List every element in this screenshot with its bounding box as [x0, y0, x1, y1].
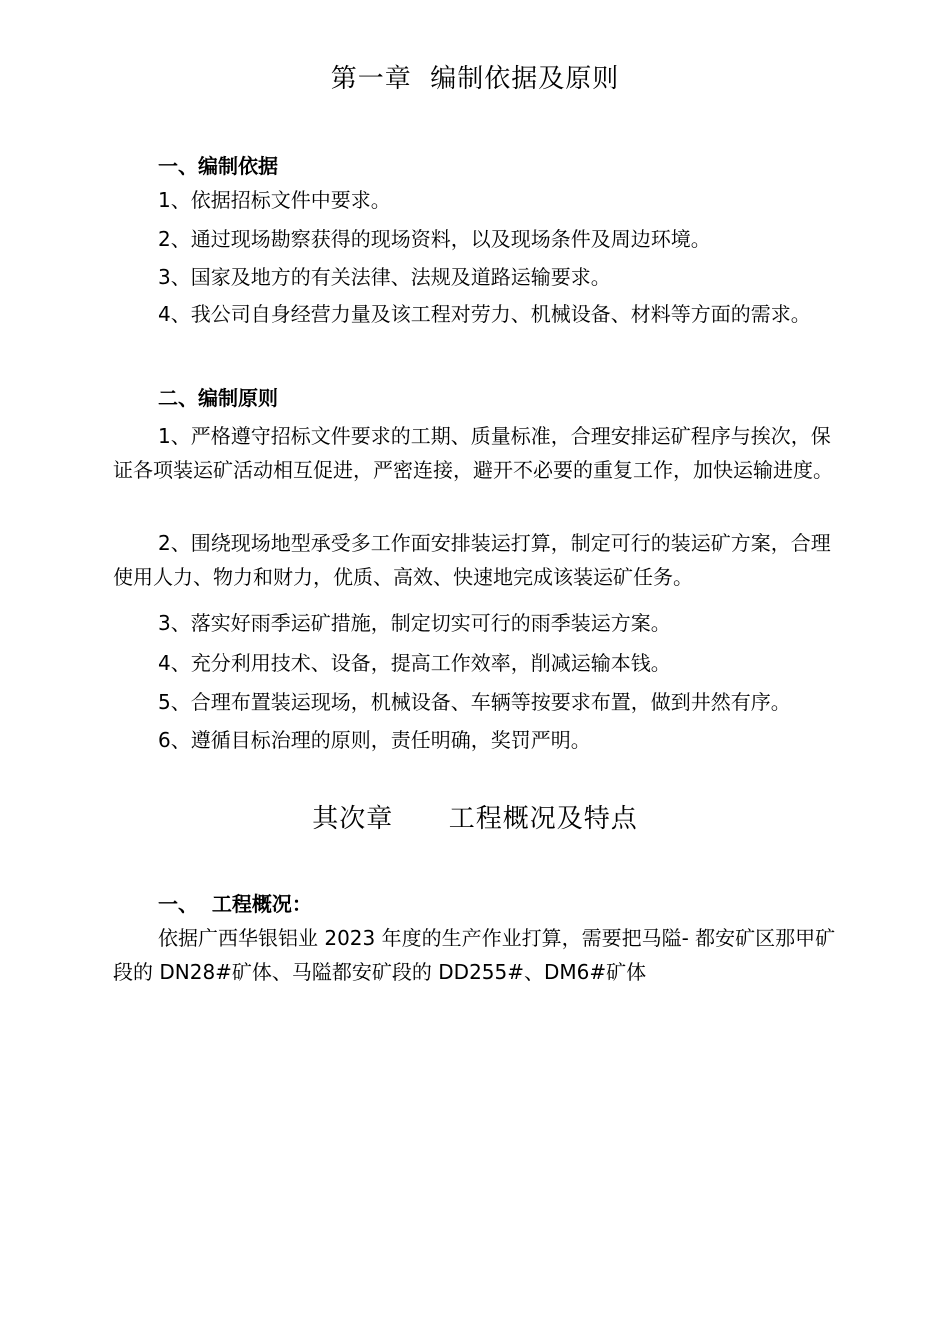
basis-item-4: 4、我公司自身经营力量及该工程对劳力、机械设备、材料等方面的需求。	[158, 302, 811, 326]
section-principles-heading: 二、编制原则	[158, 386, 278, 410]
principle-item-2: 2、围绕现场地型承受多工作面安排装运打算，制定可行的装运矿方案，合理使用人力、物力和财力，优质、高效、快速地完成该装运矿任务。	[113, 531, 831, 589]
principle-item-6: 6、遵循目标治理的原则，责任明确，奖罚严明。	[158, 728, 591, 752]
principle-item-3: 3、落实好雨季运矿措施，制定切实可行的雨季装运方案。	[158, 611, 671, 635]
overview-paragraph: 依据广西华银铝业 2023 年度的生产作业打算，需要把马隘- 都安矿区那甲矿段的 DN28#矿体、马隘都安矿段的 DD255#、DM6#矿体	[113, 926, 836, 984]
section-basis-heading: 一、编制依据	[158, 154, 278, 178]
principle-item-1: 1、严格遵守招标文件要求的工期、质量标准，合理安排运矿程序与挨次，保证各项装运矿活动相互促进，严密连接，避开不必要的重复工作，加快运输进度。	[113, 424, 833, 482]
basis-item-3: 3、国家及地方的有关法律、法规及道路运输要求。	[158, 265, 611, 289]
principle-item-5: 5、合理布置装运现场，机械设备、车辆等按要求布置，做到井然有序。	[158, 690, 791, 714]
basis-item-2: 2、通过现场勘察获得的现场资料，以及现场条件及周边环境。	[158, 227, 711, 251]
section-overview-heading: 一、 工程概况：	[158, 892, 312, 916]
principle-item-4: 4、充分利用技术、设备，提高工作效率，削减运输本钱。	[158, 651, 671, 675]
chapter-1-title: 第一章 编制依据及原则	[330, 64, 620, 94]
chapter-2-title: 其次章 工程概况及特点	[312, 804, 638, 834]
basis-item-1: 1、依据招标文件中要求。	[158, 188, 391, 212]
